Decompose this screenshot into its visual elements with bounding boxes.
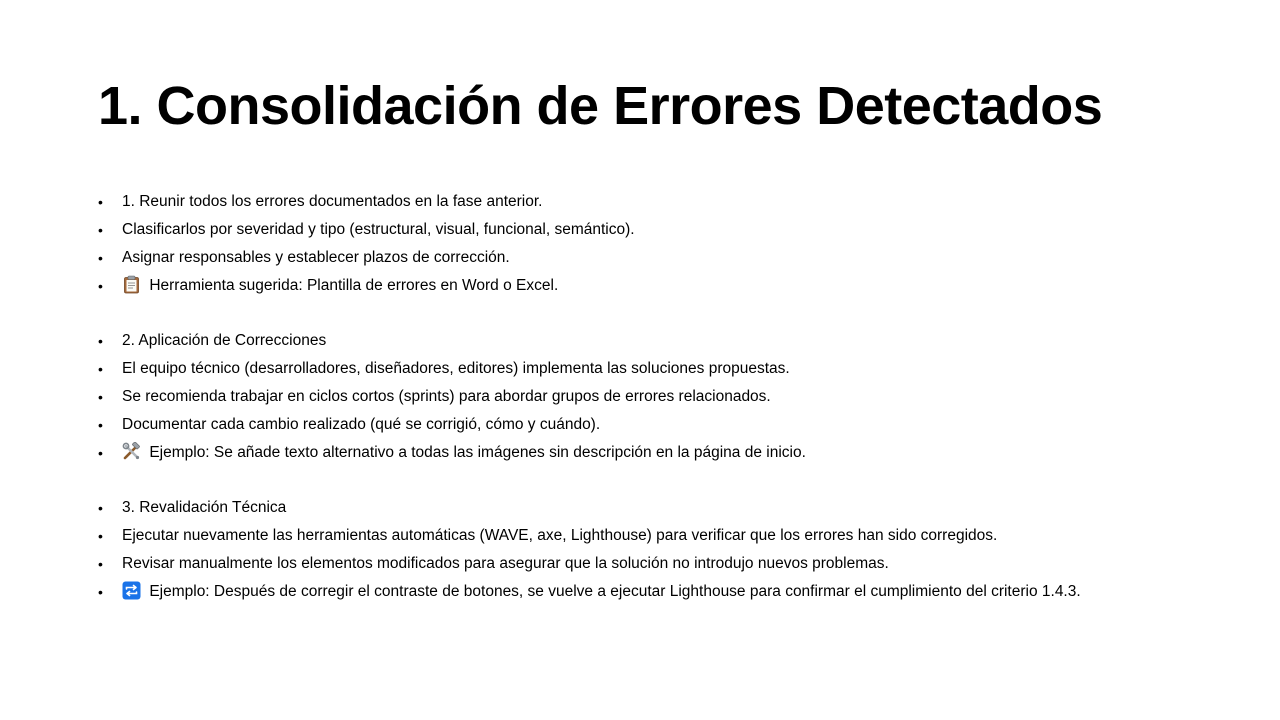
bullet-text: Documentar cada cambio realizado (qué se corrigió, cómo y cuándo).	[122, 416, 601, 433]
bullet-marker: •	[98, 194, 103, 210]
bullet-marker: •	[98, 445, 103, 461]
bullet-marker: •	[98, 361, 103, 377]
bullet-text: Se recomienda trabajar en ciclos cortos (sprints) para abordar grupos de errores relacionados.	[122, 388, 771, 405]
bullet-marker: •	[98, 556, 103, 572]
bullet-list	[98, 188, 1218, 606]
bullet-item	[98, 550, 1218, 578]
bullet-text: 1. Reunir todos los errores documentados en la fase anterior.	[122, 193, 543, 210]
bullet-item	[98, 244, 1218, 272]
bullet-text: Ejecutar nuevamente las herramientas automáticas (WAVE, axe, Lighthouse) para verificar que los errores han sido corregidos.	[122, 527, 998, 544]
bullet-text: Asignar responsables y establecer plazos de corrección.	[122, 249, 510, 266]
bullet-text: Ejemplo: Después de corregir el contraste de botones, se vuelve a ejecutar Lighthouse para confirmar el cumplimiento del criterio 1.4.3.	[149, 583, 1081, 600]
bullet-item	[98, 355, 1218, 383]
bullet-text: Herramienta sugerida: Plantilla de errores en Word o Excel.	[149, 277, 559, 294]
bullet-text: Revisar manualmente los elementos modificados para asegurar que la solución no introdujo nuevos problemas.	[122, 555, 889, 572]
bullet-text: 3. Revalidación Técnica	[122, 499, 287, 516]
bullet-marker: •	[98, 584, 103, 600]
tools-icon	[122, 442, 141, 461]
repeat-icon	[122, 581, 141, 600]
bullet-item	[98, 494, 1218, 522]
bullet-item	[98, 411, 1218, 439]
bullet-item	[98, 522, 1218, 550]
clipboard-icon	[122, 275, 141, 294]
bullet-marker: •	[98, 389, 103, 405]
bullet-item	[98, 272, 1218, 300]
bullet-marker: •	[98, 250, 103, 266]
bullet-marker: •	[98, 528, 103, 544]
bullet-marker: •	[98, 417, 103, 433]
bullet-item	[98, 578, 1218, 606]
bullet-item	[98, 216, 1218, 244]
bullet-item	[98, 188, 1218, 216]
bullet-item	[98, 383, 1218, 411]
bullet-text: Ejemplo: Se añade texto alternativo a todas las imágenes sin descripción en la página de inicio.	[149, 444, 806, 461]
slide-title: 1. Consolidación de Errores Detectados	[98, 76, 1103, 136]
bullet-marker: •	[98, 500, 103, 516]
bullet-item	[98, 439, 1218, 467]
bullet-item	[98, 327, 1218, 355]
bullet-marker: •	[98, 278, 103, 294]
bullet-text: 2. Aplicación de Correcciones	[122, 332, 327, 349]
bullet-text: El equipo técnico (desarrolladores, diseñadores, editores) implementa las soluciones propuestas.	[122, 360, 790, 377]
bullet-text: Clasificarlos por severidad y tipo (estructural, visual, funcional, semántico).	[122, 221, 635, 238]
bullet-marker: •	[98, 333, 103, 349]
bullet-marker: •	[98, 222, 103, 238]
